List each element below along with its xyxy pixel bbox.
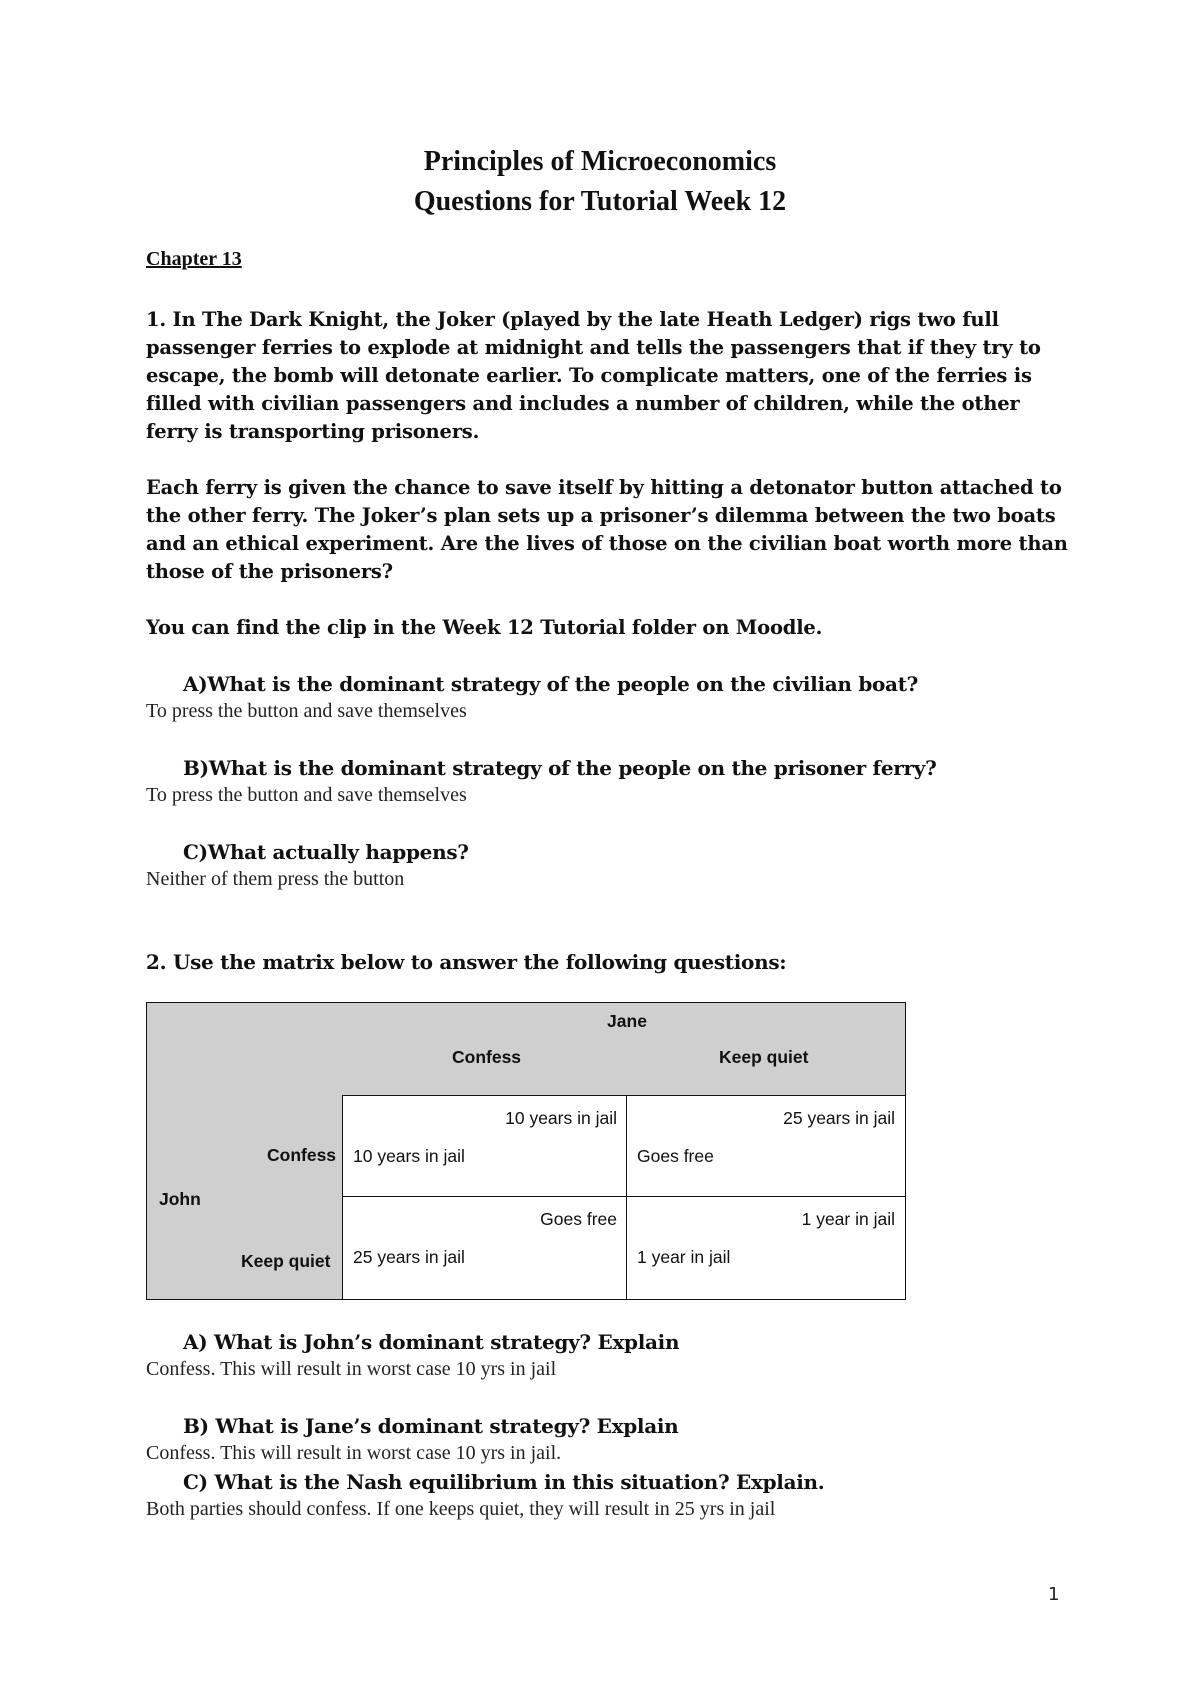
cell-jane-payoff: 1 year in jail bbox=[801, 1209, 895, 1229]
matrix-cell-quiet-confess bbox=[342, 1196, 628, 1300]
question1-part-b: B)What is the dominant strategy of the people on the prisoner ferry? bbox=[183, 756, 937, 780]
matrix-row-header-keep-quiet: Keep quiet bbox=[241, 1251, 331, 1271]
chapter-heading: Chapter 13 bbox=[146, 248, 242, 270]
cell-jane-payoff: 10 years in jail bbox=[505, 1108, 617, 1128]
question2-part-a: A) What is John’s dominant strategy? Explain bbox=[183, 1330, 680, 1354]
matrix-row-player: John bbox=[159, 1189, 201, 1209]
question2-part-c: C) What is the Nash equilibrium in this situation? Explain. bbox=[183, 1470, 825, 1494]
question1-part-a: A)What is the dominant strategy of the people on the civilian boat? bbox=[183, 672, 919, 696]
matrix-column-player: Jane bbox=[607, 1011, 647, 1031]
question2-answer-a: Confess. This will result in worst case 10 yrs in jail bbox=[146, 1358, 557, 1380]
question1-part-c: C)What actually happens? bbox=[183, 840, 469, 864]
matrix-cell-confess-quiet bbox=[626, 1095, 906, 1198]
document-subtitle: Questions for Tutorial Week 12 bbox=[413, 186, 787, 217]
question2-answer-c: Both parties should confess. If one keeps quiet, they will result in 25 yrs in jail bbox=[146, 1498, 776, 1520]
cell-john-payoff: 10 years in jail bbox=[353, 1146, 465, 1166]
cell-john-payoff: 1 year in jail bbox=[637, 1247, 731, 1267]
page-number: 1 bbox=[1048, 1584, 1060, 1605]
payoff-matrix bbox=[146, 1002, 906, 1300]
question2-answer-b: Confess. This will result in worst case 10 yrs in jail. bbox=[146, 1442, 562, 1464]
question1-paragraph1: 1. In The Dark Knight, the Joker (played by the late Heath Ledger) rigs two full passenger ferries to explode at midnight and tells the passengers that if they try to escape, the bomb will detonate earlier. To complicate matters, one of the ferries is filled with civilian passengers and includes a number of children, while the other ferry is transporting prisoners. bbox=[146, 308, 1041, 443]
matrix-column-header-confess: Confess bbox=[452, 1047, 522, 1067]
question2-part-b: B) What is Jane’s dominant strategy? Explain bbox=[183, 1414, 679, 1438]
document-title: Principles of Microeconomics bbox=[423, 146, 777, 177]
question2-prompt: 2. Use the matrix below to answer the following questions: bbox=[146, 950, 787, 974]
cell-john-payoff: Goes free bbox=[637, 1146, 714, 1166]
matrix-row-header-confess: Confess bbox=[267, 1145, 337, 1165]
question1-answer-b: To press the button and save themselves bbox=[146, 784, 467, 806]
cell-jane-payoff: Goes free bbox=[540, 1209, 617, 1229]
question1-answer-a: To press the button and save themselves bbox=[146, 700, 467, 722]
cell-john-payoff: 25 years in jail bbox=[353, 1247, 465, 1267]
matrix-cell-confess-confess bbox=[342, 1095, 628, 1198]
cell-jane-payoff: 25 years in jail bbox=[783, 1108, 895, 1128]
question1-paragraph2: Each ferry is given the chance to save itself by hitting a detonator button attached to the other ferry. The Joker’s plan sets up a prisoner’s dilemma between the two boats and an ethical experiment. Are the lives of those on the civilian boat worth more than those of the prisoners? bbox=[146, 476, 1068, 583]
matrix-cell-quiet-quiet bbox=[626, 1196, 906, 1300]
matrix-column-header-keep-quiet: Keep quiet bbox=[719, 1047, 809, 1067]
question1-answer-c: Neither of them press the button bbox=[146, 868, 405, 890]
question1-paragraph3: You can find the clip in the Week 12 Tutorial folder on Moodle. bbox=[146, 616, 823, 639]
